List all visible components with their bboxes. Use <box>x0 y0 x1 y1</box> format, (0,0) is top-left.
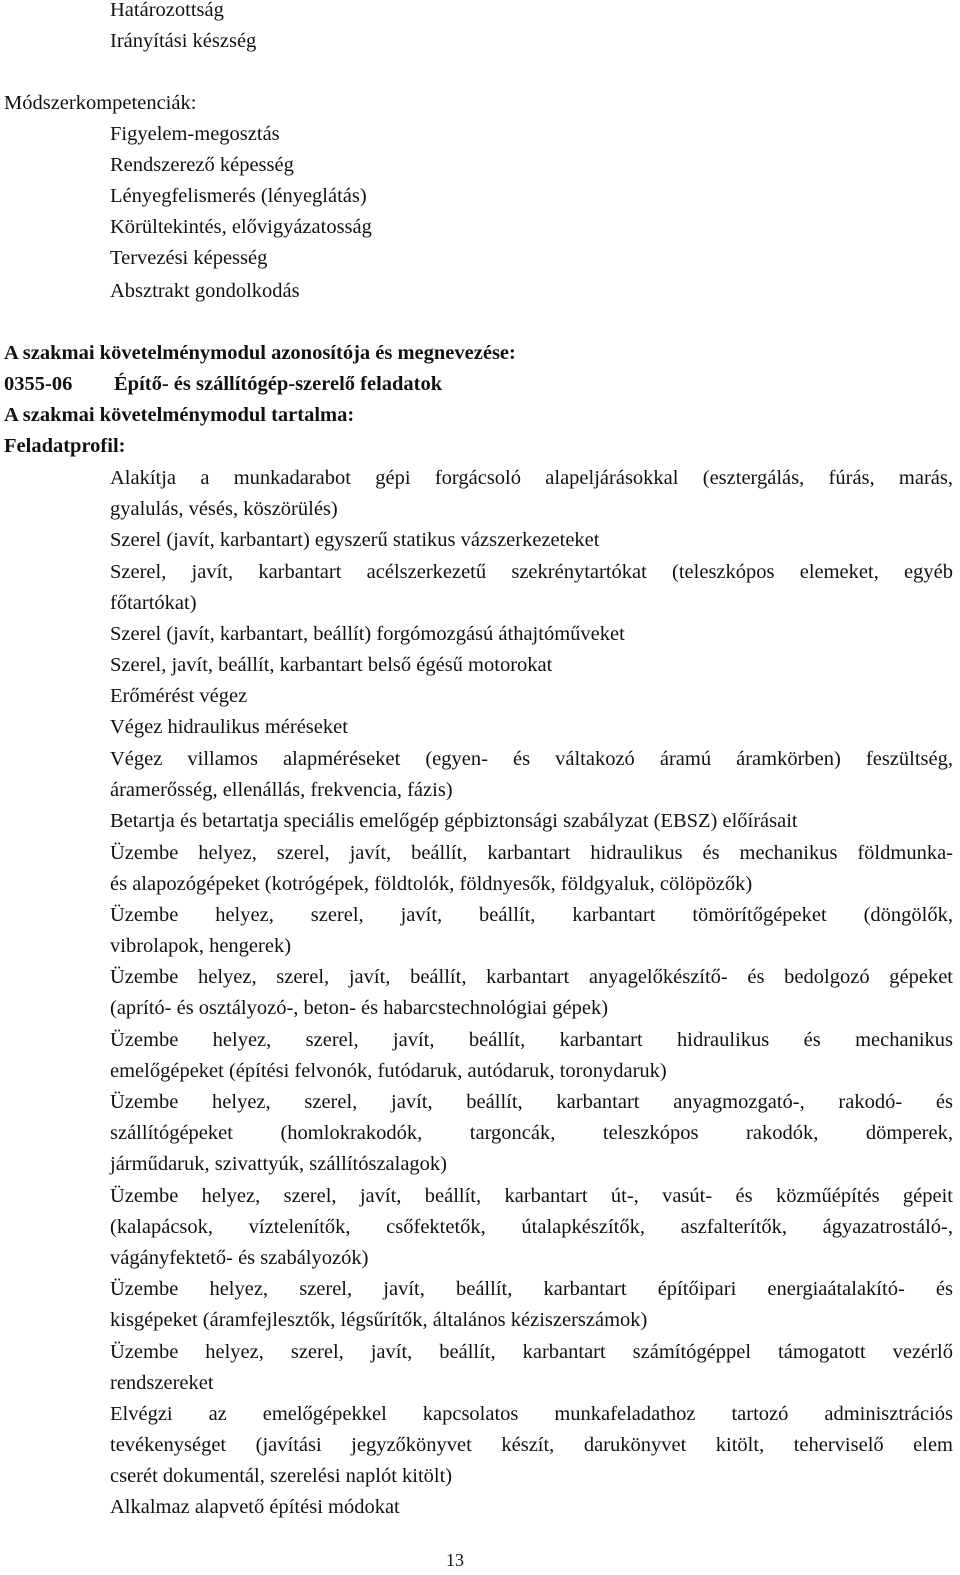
task-line: cserét dokumentál, szerelési naplót kitölt) <box>110 1465 453 1487</box>
task-line: (aprító- és osztályozó-, beton- és habarcstechnológiai gépek) <box>110 997 609 1019</box>
task-line: vágányfektető- és szabályozók) <box>110 1247 369 1269</box>
task-line: Üzembe helyez, szerel, javít, beállít, karbantart hidraulikus és mechanikus földmunka- <box>110 842 953 864</box>
task-line: Üzembe helyez, szerel, javít, beállít, karbantart út-, vasút- és közműépítés gépeit <box>110 1185 953 1207</box>
task-line: járműdaruk, szivattyúk, szállítószalagok) <box>110 1153 448 1175</box>
page-number: 13 <box>446 1550 464 1570</box>
top-list-item: Határozottság <box>110 0 224 21</box>
task-line: Szerel (javít, karbantart, beállít) forgómozgású áthajtóműveket <box>110 623 625 645</box>
task-line: gyalulás, vésés, köszörülés) <box>110 498 338 520</box>
task-line: vibrolapok, hengerek) <box>110 935 292 957</box>
module-content-heading: A szakmai követelménymodul tartalma: <box>4 404 355 426</box>
task-line: áramerősség, ellenállás, frekvencia, fázis) <box>110 779 453 801</box>
task-line: Elvégzi az emelőgépekkel kapcsolatos munkafeladathoz tartozó adminisztrációs <box>110 1403 953 1425</box>
task-line: (kalapácsok, víztelenítők, csőfektetők, útalapkészítők, aszfalterítők, ágyazatrostáló-, <box>110 1216 953 1238</box>
task-line: Végez hidraulikus méréseket <box>110 716 348 738</box>
task-line: és alapozógépeket (kotrógépek, földtolók, földnyesők, földgyaluk, cölöpözők) <box>110 873 753 895</box>
task-line: Erőmérést végez <box>110 685 248 707</box>
task-line: Üzembe helyez, szerel, javít, beállít, karbantart építőipari energiaátalakító- és <box>110 1278 953 1300</box>
module-code: 0355-06 <box>4 373 73 395</box>
task-line: szállítógépeket (homlokrakodók, targoncák, teleszkópos rakodók, dömperek, <box>110 1122 953 1144</box>
task-line: Üzembe helyez, szerel, javít, beállít, karbantart anyagmozgató-, rakodó- és <box>110 1091 953 1113</box>
method-list-item: Körültekintés, elővigyázatosság <box>110 216 372 238</box>
task-line: emelőgépeket (építési felvonók, futódaruk, autódaruk, toronydaruk) <box>110 1060 667 1082</box>
task-line: tevékenységet (javítási jegyzőkönyvet készít, darukönyvet kitölt, teherviselő elem <box>110 1434 953 1456</box>
profile-heading: Feladatprofil: <box>4 435 126 457</box>
task-line: Üzembe helyez, szerel, javít, beállít, karbantart számítógéppel támogatott vezérlő <box>110 1341 953 1363</box>
task-line: Alkalmaz alapvető építési módokat <box>110 1496 400 1518</box>
method-list-item: Tervezési képesség <box>110 247 268 269</box>
task-line: kisgépeket (áramfejlesztők, légsűrítők, általános kéziszerszámok) <box>110 1309 648 1331</box>
task-line: Szerel, javít, karbantart acélszerkezetű szekrénytartókat (teleszkópos elemeket, egyéb <box>110 561 953 583</box>
method-list-item: Absztrakt gondolkodás <box>110 280 300 302</box>
task-line: Szerel, javít, beállít, karbantart belső égésű motorokat <box>110 654 553 676</box>
task-line: Üzembe helyez, szerel, javít, beállít, karbantart anyagelőkészítő- és bedolgozó gépeket <box>110 966 953 988</box>
module-code-line <box>4 372 442 396</box>
module-id-heading: A szakmai követelménymodul azonosítója és megnevezése: <box>4 342 516 364</box>
top-list-item: Irányítási készség <box>110 30 257 52</box>
task-line: Végez villamos alapméréseket (egyen- és váltakozó áramú áramkörben) feszültség, <box>110 748 953 770</box>
method-list-item: Lényegfelismerés (lényeglátás) <box>110 185 367 207</box>
task-line: főtartókat) <box>110 592 197 614</box>
task-line: Üzembe helyez, szerel, javít, beállít, karbantart hidraulikus és mechanikus <box>110 1029 953 1051</box>
module-name: Építő- és szállítógép-szerelő feladatok <box>114 373 443 395</box>
method-heading: Módszerkompetenciák: <box>4 92 197 114</box>
task-line: Betartja és betartatja speciális emelőgép gépbiztonsági szabályzat (EBSZ) előírásait <box>110 810 798 832</box>
method-list-item: Rendszerező képesség <box>110 154 294 176</box>
task-line: Üzembe helyez, szerel, javít, beállít, karbantart tömörítőgépeket (döngölők, <box>110 904 953 926</box>
task-line: rendszereket <box>110 1372 214 1394</box>
task-line: Szerel (javít, karbantart) egyszerű statikus vázszerkezeteket <box>110 529 600 551</box>
task-line: Alakítja a munkadarabot gépi forgácsoló alapeljárásokkal (esztergálás, fúrás, marás, <box>110 467 953 489</box>
method-list-item: Figyelem-megosztás <box>110 123 280 145</box>
